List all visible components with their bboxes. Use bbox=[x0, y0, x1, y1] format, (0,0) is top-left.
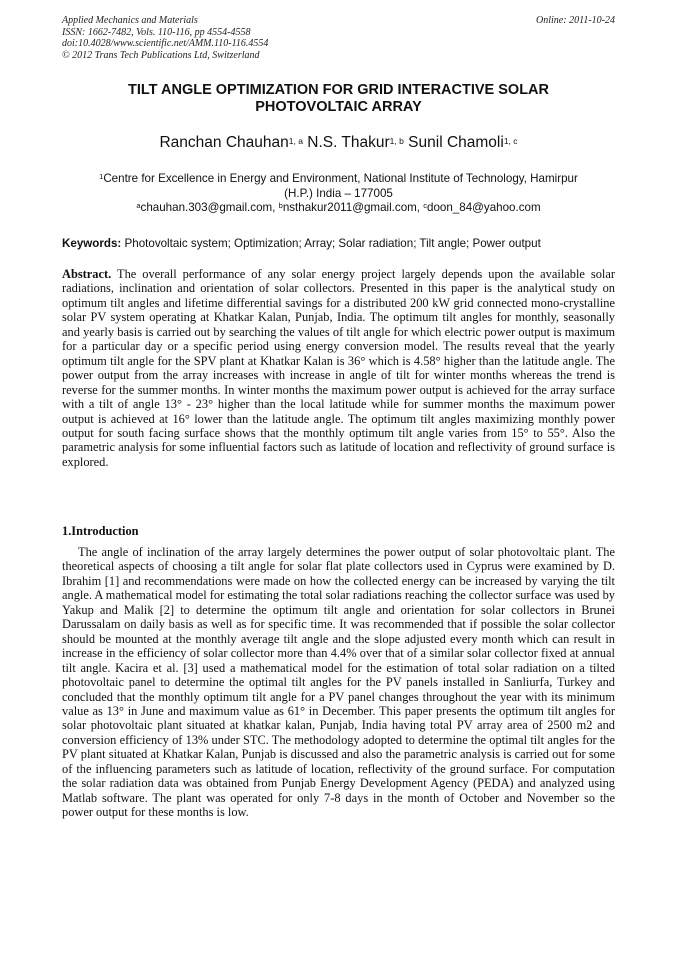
title-line-1: TILT ANGLE OPTIMIZATION FOR GRID INTERACTIVE SOLAR bbox=[127, 82, 550, 98]
keywords-label: Keywords: bbox=[62, 237, 122, 250]
author-affil-mark: 1, a bbox=[288, 136, 303, 146]
copyright-line: © 2012 Trans Tech Publications Ltd, Switzerland bbox=[62, 49, 260, 61]
journal-name: Applied Mechanics and Materials bbox=[62, 15, 198, 26]
author-name: Ranchan Chauhan bbox=[159, 134, 289, 151]
section-heading: 1.Introduction bbox=[62, 524, 139, 538]
email-line bbox=[62, 201, 615, 216]
online-date: Online: 2011-10-24 bbox=[536, 15, 615, 26]
email-mark: c bbox=[423, 201, 428, 210]
doi-line: doi:10.4028/www.scientific.net/AMM.110-116.4554 bbox=[62, 38, 269, 49]
affiliation-text-1: Centre for Excellence in Energy and Environment, National Institute of Technology, Hamirpur bbox=[103, 172, 578, 185]
introduction-paragraph: The angle of inclination of the array largely determines the power output of solar photovoltaic plant. The theoretical aspects of choosing a tilt angle for solar flat plate collectors used in Cyprus were examined by D. Ibrahim [1] and recommendations were made on how the collected energy can be increased by varying the tilt angle. A mathematical model for estimating the total solar radiations reaching the collector surface was used by Yakup and Malik [2] to determine the optimum tilt angle and orientation for solar collectors in Brunei Darussalam on daily basis as well as for specific time. It was recommended that if possible the solar collector should be mounted at the monthly average tilt angle and the slope adjusted every month which can result in increase in the efficiency of solar collector more than 4.4% over that of a similar solar collector fixed at annual tilt angle. Kacira et al. [3] used a mathematical model for the estimation of total solar radiation on a tilted photovoltaic panel to determine the optimal tilt angles for the PV panels installed in Sanliurfa, Turkey and concluded that the monthly optimum tilt angle for a PV panel changes throughout the year with its minimum value as 13° in June and maximum value as 61° in December. This paper presents the optimum tilt angles for solar photovoltaic plant situated at khatkar kalan, Punjab, India having total PV array area of 2500 m2 and conversion efficiency of 13% under STC. The methodology adopted to determine the optimal tilt angles for the PV plant situated at Khatkar Kalan, Punjab is discussed and also the parametric analysis is carried out for some of the influencing parameters such as latitude of location, reflectivity of the ground surface. For computation the solar radiation data was obtained from Punjab Energy Development Agency (PEDA) and analyzed using Matlab software. The plant was operated for only 7-8 days in the month of October and November so the power output for these months is low. bbox=[62, 545, 615, 820]
affiliation-line-1 bbox=[62, 172, 615, 187]
abstract-label: Abstract. bbox=[62, 267, 112, 281]
affiliation-mark: 1 bbox=[99, 172, 104, 181]
keywords-text: Photovoltaic system; Optimization; Array; Solar radiation; Tilt angle; Power output bbox=[124, 237, 541, 250]
journal-header bbox=[62, 15, 615, 61]
author-affil-mark: 1, b bbox=[389, 136, 404, 146]
keywords bbox=[62, 237, 615, 251]
email-address: nsthakur2011@gmail.com, bbox=[282, 201, 421, 214]
email-mark: b bbox=[278, 201, 283, 210]
abstract bbox=[62, 267, 615, 469]
email-address: chauhan.303@gmail.com, bbox=[140, 201, 276, 214]
email-mark: a bbox=[136, 201, 141, 210]
email-address: doon_84@yahoo.com bbox=[427, 201, 541, 214]
issn-line: ISSN: 1662-7482, Vols. 110-116, pp 4554-4558 bbox=[62, 26, 251, 38]
affiliation-line-2: (H.P.) India – 177005 bbox=[284, 186, 393, 200]
author-affil-mark: 1, c bbox=[503, 136, 518, 146]
paper-title bbox=[62, 82, 615, 116]
author-name: N.S. Thakur bbox=[307, 134, 390, 151]
title-line-2: PHOTOVOLTAIC ARRAY bbox=[255, 99, 422, 115]
author-list bbox=[62, 133, 615, 153]
abstract-text: The overall performance of any solar energy project largely depends upon the available solar radiations, inclination and orientation of solar collectors. Presented in this paper is the analytical study on optimum tilt angles and lifetime differential savings for a distributed 200 kW grid connected mono-crystalline solar PV system operating at Khatkar Kalan, Punjab, India. The optimum tilt angles for monthly, seasonally and yearly basis is carried out by searching the values of tilt angle for which electric power output is maximum for a particular day or a specific period using energy conversion model. The results reveal that the yearly optimum tilt angle for the SPV plant at Khatkar Kalan is 36° which is 4.58° higher than the latitude angle. The power output from the array increases with increase in angle of tilt for winter months whereas the trend is reverse for the summer months. In winter months the maximum power output is achieved for the array surface with a tilt of angle 13° - 23° higher than the local latitude while for summer months the maximum power output is achieved at 16° lower than the latitude angle. The optimum tilt angles maximizing monthly power output for south facing surface shows that the monthly optimum tilt angle varies from 15° to 55°. Also the parametric analysis for some influential factors such as latitude of location and reflectivity of ground surface is explored. bbox=[62, 267, 615, 469]
author-name: Sunil Chamoli bbox=[408, 134, 504, 151]
affiliation bbox=[62, 172, 615, 216]
